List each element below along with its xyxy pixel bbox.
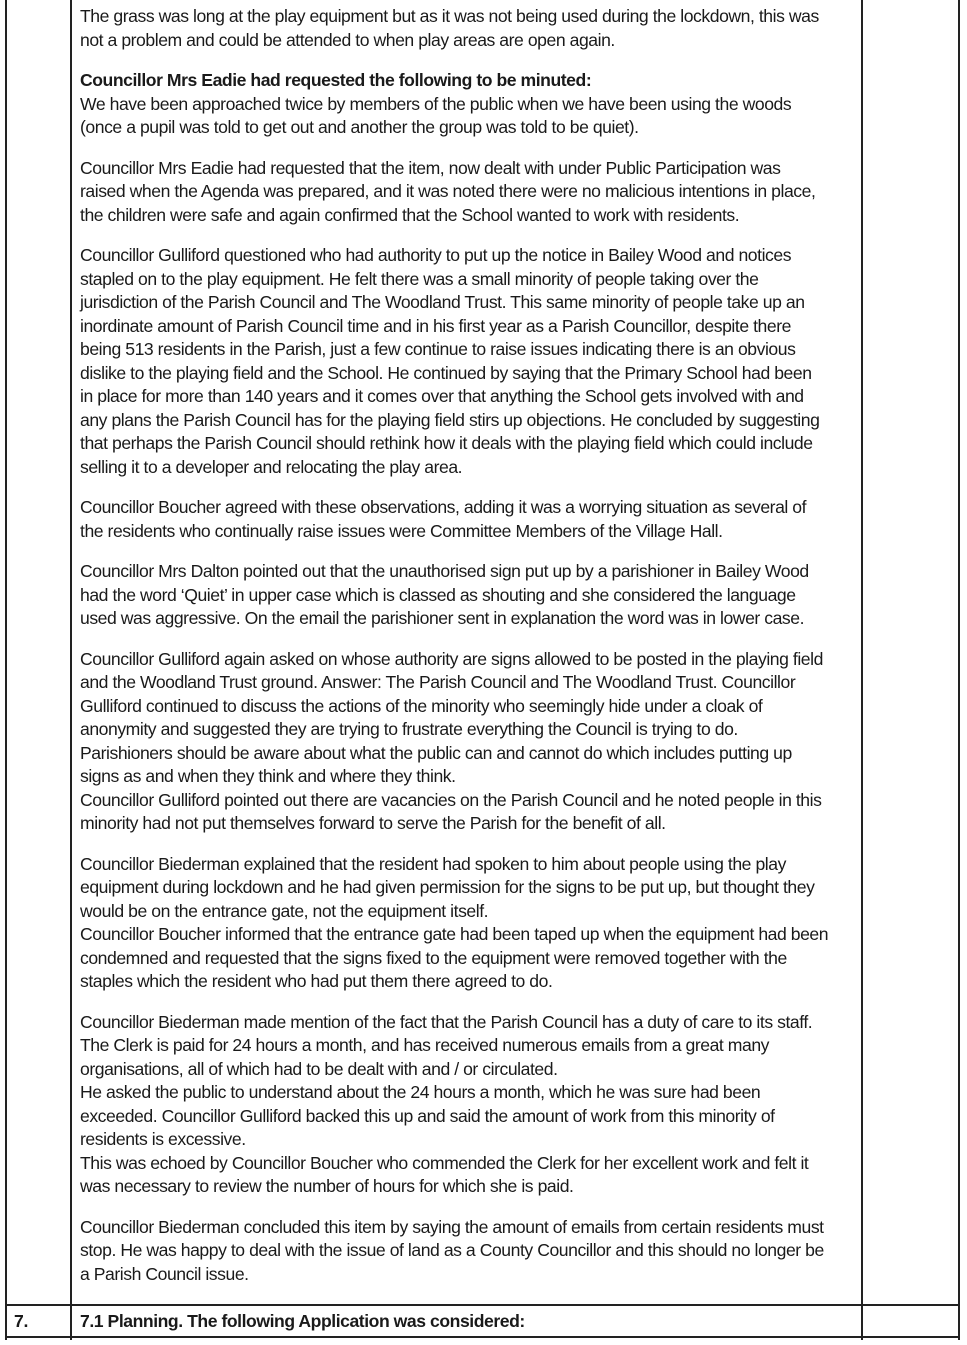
minute-text-line: equipment during lockdown and he had given permission for the signs to be put up, but thought they [80, 877, 815, 897]
minutes-paragraph [80, 853, 855, 994]
minute-text-line: dislike to the playing field and the School. He continued by saying that the Primary School had been [80, 362, 812, 383]
minute-text-line: stapled on to the play equipment. He felt there was a small minority of people taking over the [80, 268, 759, 289]
minute-text-line: Councillor Boucher agreed with these observations, adding it was a worrying situation as several of [80, 497, 807, 517]
minute-text-line: and the Woodland Trust ground. Answer: The Parish Council and The Woodland Trust. Councillor [80, 672, 796, 692]
minute-text-line: was necessary to review the number of hours for which she is paid. [80, 1176, 574, 1196]
table-bottom-border [5, 1336, 960, 1338]
minute-text-line: that perhaps the Parish Council should rethink how it deals with the playing field which could include [80, 433, 813, 453]
minute-text-line: Gulliford continued to discuss the actions of the minority who seemingly hide under a cloak of [80, 695, 763, 716]
minute-text-line: This was echoed by Councillor Boucher who commended the Clerk for her excellent work and felt it [80, 1152, 809, 1173]
minute-text-line: would be on the entrance gate, not the equipment itself. [80, 900, 489, 921]
table-notes-column-border [861, 0, 863, 1340]
minute-text-line: Councillor Biederman concluded this item by saying the amount of emails from certain residents must [80, 1216, 824, 1237]
minute-text-line: staples which the resident who had put them there agreed to do. [80, 971, 553, 991]
agenda-item-number: 7. [14, 1311, 29, 1331]
minute-text-line: selling it to a developer and relocating the play area. [80, 456, 463, 477]
minute-text-line: condemned and requested that the signs fixed to the equipment were removed together with the [80, 947, 787, 968]
minutes-paragraph [80, 1216, 855, 1287]
minute-text-line: used was aggressive. On the email the parishioner sent in explanation the word was in lower case. [80, 608, 805, 628]
minute-text-line: Councillor Biederman explained that the resident had spoken to him about people using the play [80, 853, 786, 874]
minute-text-line: Councillor Gulliford questioned who had authority to put up the notice in Bailey Wood and notices [80, 245, 792, 265]
minute-text-line: Councillor Biederman made mention of the fact that the Parish Council has a duty of care to its staff. [80, 1011, 813, 1032]
minute-text-line: The Clerk is paid for 24 hours a month, and has received numerous emails from a great many [80, 1035, 770, 1055]
minute-text-line: jurisdiction of the Parish Council and The Woodland Trust. This same minority of people take up an [80, 292, 805, 312]
minute-text-line: not a problem and could be attended to when play areas are open again. [80, 29, 615, 50]
minute-text-line: in place for more than 140 years and it comes over that anything the School gets involved with and [80, 386, 804, 406]
minutes-paragraph [80, 1011, 855, 1199]
minutes-paragraph [80, 496, 855, 543]
minute-text-line: stop. He was happy to deal with the issue of land as a County Councillor and this should no longer be [80, 1240, 824, 1260]
minutes-body [80, 5, 855, 1303]
minute-text-line: raised when the Agenda was prepared, and it was noted there were no malicious intentions in place, [80, 181, 816, 201]
minute-text-line: had the word ‘Quiet’ in upper case which is classed as shouting and she considered the language [80, 584, 796, 605]
minute-heading: Councillor Mrs Eadie had requested the following to be minuted: [80, 70, 592, 90]
table-number-column-border [70, 0, 72, 1340]
table-left-border [5, 0, 7, 1340]
minute-text-line: We have been approached twice by members of the public when we have been using the woods [80, 93, 792, 114]
minute-text-line: Councillor Boucher informed that the entrance gate had been taped up when the equipment had been [80, 924, 829, 944]
minute-text-line: the residents who continually raise issues were Committee Members of the Village Hall. [80, 520, 723, 541]
minute-text-line: exceeded. Councillor Gulliford backed this up and said the amount of work from this minority of [80, 1105, 775, 1126]
minutes-paragraph [80, 244, 855, 479]
minutes-paragraph [80, 157, 855, 228]
minute-text-line: any plans the Parish Council has for the playing field stirs up objections. He concluded by suggesting [80, 409, 820, 430]
minute-text-line: being 513 residents in the Parish, just a few continue to raise issues indicating there is an obvious [80, 339, 796, 359]
minute-text-line: the children were safe and again confirmed that the School wanted to work with residents. [80, 204, 740, 225]
minute-text-line: a Parish Council issue. [80, 1263, 249, 1284]
minutes-paragraph [80, 560, 855, 631]
minutes-paragraph [80, 5, 855, 52]
table-right-border [958, 0, 960, 1340]
minutes-paragraph [80, 69, 855, 140]
minute-text-line: organisations, all of which had to be dealt with and / or circulated. [80, 1058, 558, 1079]
minute-text-line: Parishioners should be aware about what the public can and cannot do which includes putting up [80, 742, 792, 763]
agenda-item-heading: 7.1 Planning. The following Application was considered: [80, 1311, 525, 1331]
minute-text-line: Councillor Gulliford pointed out there are vacancies on the Parish Council and he noted people in this [80, 789, 822, 810]
minute-text-line: anonymity and suggested they are trying to frustrate everything the Council is trying to do. [80, 719, 738, 739]
minute-text-line: Councillor Gulliford again asked on whose authority are signs allowed to be posted in the playing field [80, 648, 823, 669]
minute-text-line: The grass was long at the play equipment but as it was not being used during the lockdown, this was [80, 6, 819, 26]
table-row-divider [5, 1304, 960, 1306]
minute-text-line: Councillor Mrs Dalton pointed out that the unauthorised sign put up by a parishioner in Bailey Wood [80, 561, 809, 581]
minute-text-line: He asked the public to understand about the 24 hours a month, which he was sure had been [80, 1082, 761, 1102]
minute-text-line: residents is excessive. [80, 1129, 246, 1149]
minute-text-line: minority had not put themselves forward to serve the Parish for the benefit of all. [80, 813, 666, 833]
minute-text-line: (once a pupil was told to get out and another the group was told to be quiet). [80, 117, 639, 137]
minute-text-line: Councillor Mrs Eadie had requested that the item, now dealt with under Public Participation was [80, 157, 781, 178]
minute-text-line: signs as and when they think and where they think. [80, 766, 456, 786]
minute-text-line: inordinate amount of Parish Council time and in his first year as a Parish Councillor, despite there [80, 315, 791, 336]
minutes-paragraph [80, 648, 855, 836]
